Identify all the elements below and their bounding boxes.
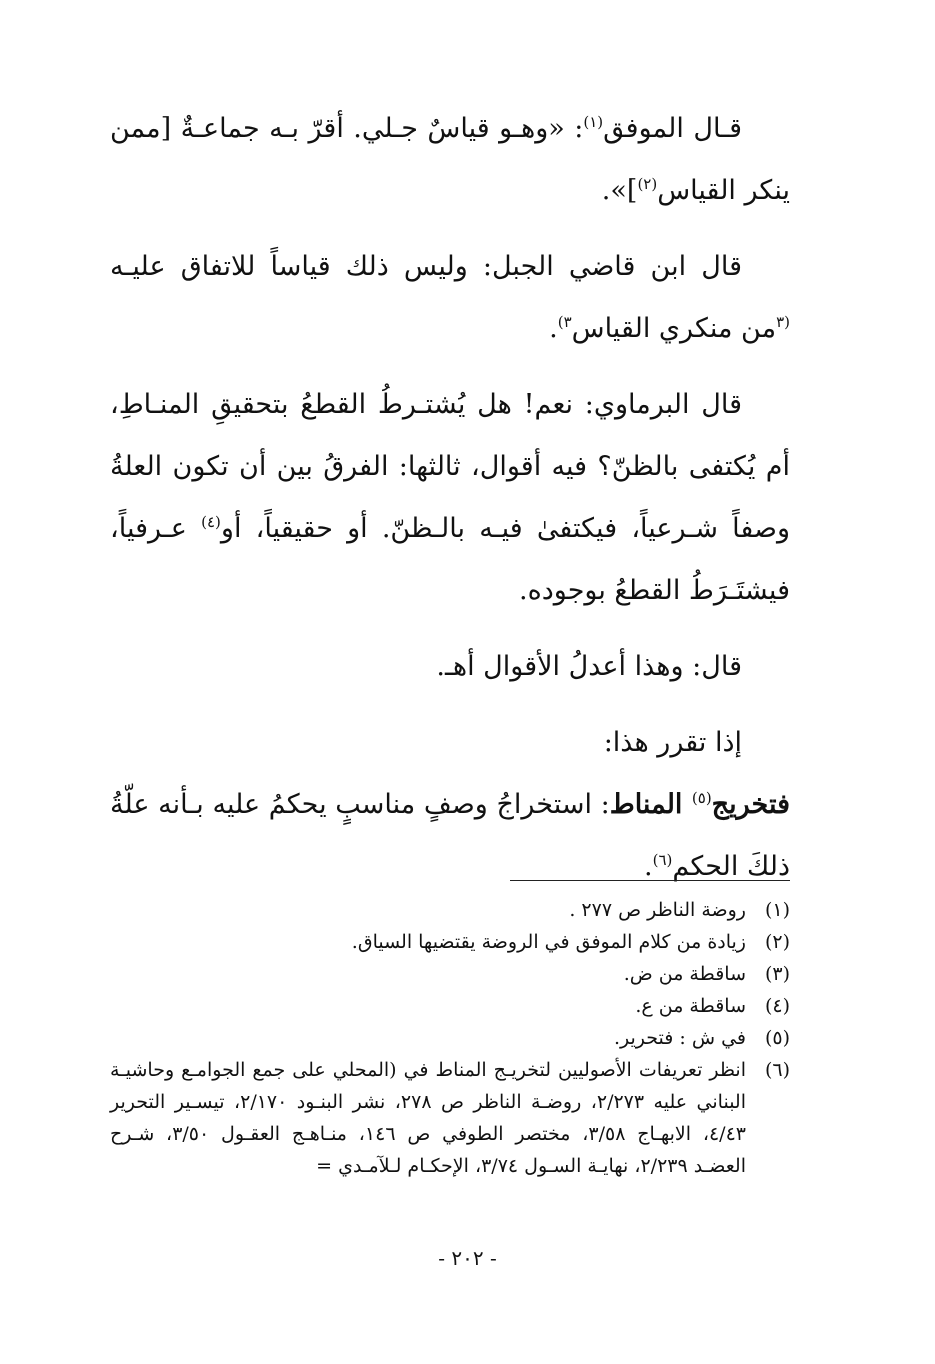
footnote-2	[110, 926, 790, 958]
paragraph-birmawi: قال البرماوي: نعم! هل يُشتـرطُ القطعُ بتحقيقِ المنـاطِ، أم يُكتفى بالظنّ؟ فيه أقوال، ثالثها: الفرقُ بين أن تكون العلةُ وصفاً شـرعياً، فيكتفىٰ فيـه بالـظنّ. أو حقيقياً، أو$^{(٤)}$ عـرفياً، فيشتَـرَطُ القطعُ بوجوده.	[110, 389, 790, 606]
footnote-1	[110, 894, 790, 926]
footnote-ref-3-open[interactable]: (٣	[776, 313, 790, 331]
footnote-number: (٤)	[764, 995, 790, 1017]
footnote-4	[110, 990, 790, 1022]
paragraph-ibn-qadi-al-jabal: قال ابن قاضي الجبل: وليس ذلك قياساً للاتفاق عليـه $^{(٣}$من منكري القياس$^{٣)}$.	[110, 251, 790, 344]
term-manat: المناط	[609, 789, 692, 820]
paragraph-takhrij-al-manat: فتخريج$^{(٥)}$ المناط: استخراجُ وصفٍ مناسبٍ يحكمُ عليه بـأنه علّةُ ذلكَ الحكم$^{(٦)}$.	[110, 789, 790, 882]
footnote-text: روضة الناظر ص ٢٧٧ .	[569, 899, 746, 921]
footnote-ref-3-close[interactable]: ٣)	[557, 313, 572, 331]
footnote-ref-6[interactable]: (٦)	[652, 851, 673, 869]
footnote-text: ساقطة من ض.	[623, 963, 746, 985]
footnote-ref-4[interactable]: (٤)	[201, 513, 221, 531]
footnote-text: في ش : فتحرير.	[613, 1027, 746, 1049]
main-text	[110, 98, 790, 912]
footnote-number: (٦)	[764, 1059, 790, 1081]
footnote-6	[110, 1054, 790, 1182]
footnote-number: (١)	[764, 899, 790, 921]
footnotes	[110, 894, 790, 1182]
footnote-ref-1[interactable]: (١)	[583, 113, 604, 131]
paragraph-adal-al-aqwal: قال: وهذا أعدلُ الأقوال أهـ.	[436, 651, 742, 682]
footnote-text: انظر تعريفات الأصوليين لتخريـج المناط في (المحلي على جمع الجوامـع وحاشيـة البناني عليه ٢/٢٧٣، روضـة الناظر ص ٢٧٨، نشر البنـود ٢/١٧٠، تيسـير التحرير ٤/٤٣، الابهـاج ٣/٥٨، مختصر الطوفي ص ١٤٦، منـاهـج العقـول ٣/٥٠، شـرح العضـد ٢/٢٣٩، نهايـة السـول ٣/٧٤، الإحكـام لـلآمـدي =	[110, 1059, 746, 1177]
footnote-number: (٣)	[764, 963, 790, 985]
footnote-separator	[510, 880, 790, 881]
term-takhrij: فتخريج	[711, 789, 790, 820]
footnote-text: ساقطة من ع.	[635, 995, 746, 1017]
footnote-ref-5[interactable]: (٥)	[691, 789, 712, 807]
paragraph-muwaffaq: قـال الموفق$^{(١)}$: «وهـو قياسٌ جـلي. أقرّ بـه جماعـةٌ [ممن ينكر القياس$^{(٢)}$]».	[110, 113, 790, 206]
footnote-text: زيادة من كلام الموفق في الروضة يقتضيها السياق.	[351, 931, 746, 953]
footnote-number: (٥)	[764, 1027, 790, 1049]
paragraph-idha-taqarrar: إذا تقرر هذا:	[603, 727, 742, 758]
footnote-3	[110, 958, 790, 990]
footnote-number: (٢)	[764, 931, 790, 953]
footnote-ref-2[interactable]: (٢)	[637, 175, 658, 193]
page-number: - ٢٠٢ -	[438, 1246, 497, 1270]
footnote-5	[110, 1022, 790, 1054]
